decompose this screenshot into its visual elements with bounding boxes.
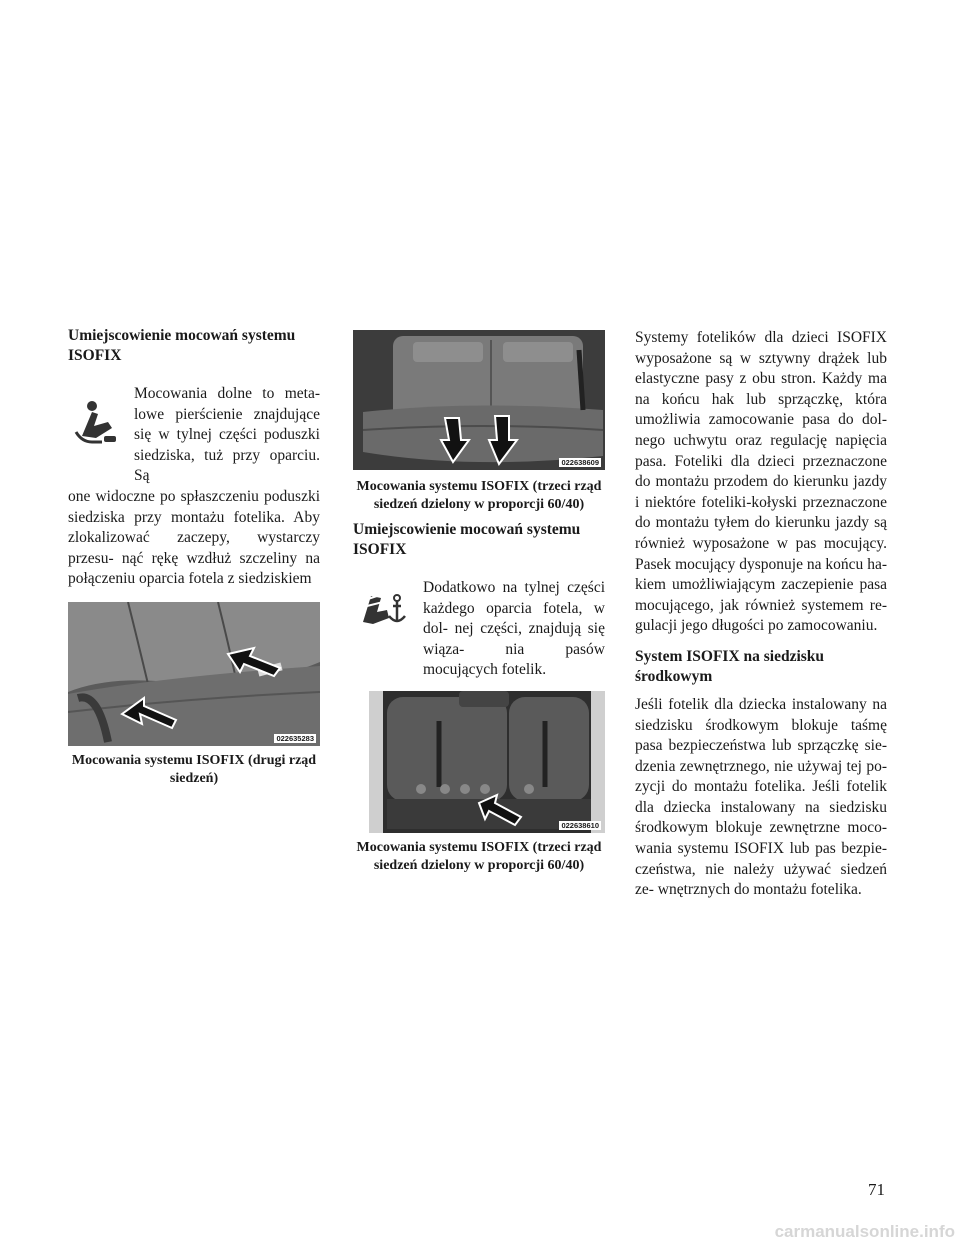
lower-anchor-text-continued: one widoczne po spłaszczeniu poduszki siedziska przy montażu fotelika. Aby zlokalizować zaczepy, wystarczy przesu- nąć rękę wzdłuż szczeliny na połączeniu oparcia fotela z siedziskiem <box>68 487 320 588</box>
tether-anchor-intro <box>353 578 605 681</box>
page-number: 71 <box>868 1180 885 1199</box>
lower-anchor-intro <box>68 384 320 487</box>
column-right <box>635 328 887 901</box>
lower-anchor-intro-text: Mocowania dolne to meta- lowe pierścienie znajdujące się w tylnej części poduszki siedziska, tuż przy oparciu. Są <box>134 385 320 485</box>
child-seat-lower-anchor-icon <box>68 392 126 450</box>
section-heading-isofix-location: Umiejscowienie mocowań systemu ISOFIX <box>68 327 296 364</box>
figure-code: 022638609 <box>561 458 599 467</box>
figure-code: 022635283 <box>276 733 314 743</box>
isofix-systems-text: Systemy fotelików dla dzieci ISOFIX wyposażone są w sztywny drążek lub elastyczne pasy z obu stron. Każdy ma na końcu hak lub sprzączkę, która umożliwia zamocowanie pasa do dol- nego uchwytu oraz regulację napięcia pasa. Foteliki dla dzieci przeznaczone do montażu przodem do kierunku jazdy i niektóre foteliki-kołyski przeznaczone do montażu tyłem do kierunku jazdy są również wyposażone w pas mocujący. Pasek mocujący dysponuje na końcu ha- kiem umożliwiającym zaczepienie pasa mocującego, jak również systemem re- gulacji jego długości po zamocowaniu. <box>635 329 887 635</box>
figure-code: 022638610 <box>561 820 599 830</box>
column-middle <box>353 330 605 875</box>
figure-caption: Mocowania systemu ISOFIX (drugi rząd siedzeń) <box>71 752 317 786</box>
figure-caption: Mocowania systemu ISOFIX (trzeci rząd siedzeń dzielony w proporcji 60/40) <box>356 839 602 873</box>
section-heading-isofix-location-2: Umiejscowienie mocowań systemu ISOFIX <box>353 521 581 558</box>
column-left <box>68 326 320 788</box>
center-seat-text: Jeśli fotelik dla dziecka instalowany na siedzisku środkowym blokuje taśmę pasa bezpieczeństwa lub sprzączkę sie- dzenia zewnętrznego, nie używaj tej po- zycji do montażu fotelika. Jeśli fotelik dla dziecka instalowany na siedzisku środkowym blokuje zewnętrzne moco- wania systemu ISOFIX lub pas bezpie- czeństwa, nie należy używać siedzeń ze- wnętrznych do montażu fotelika. <box>635 695 887 899</box>
tether-anchor-text: Dodatkowo na tylnej części każdego oparcia fotela, w dol- nej części, znajdują się wiąza- nia pasów mocujących fotelik. <box>423 579 605 679</box>
third-row-seatback-photo <box>369 691 605 833</box>
section-heading-center-seat: System ISOFIX na siedzisku środkowym <box>635 647 825 685</box>
third-row-seat-photo <box>353 330 605 470</box>
watermark: carmanualsonline.info <box>774 1222 955 1241</box>
child-seat-tether-anchor-icon <box>353 582 411 640</box>
figure-caption: Mocowania systemu ISOFIX (trzeci rząd siedzeń dzielony w proporcji 60/40) <box>356 479 602 512</box>
second-row-seat-photo <box>68 602 320 746</box>
